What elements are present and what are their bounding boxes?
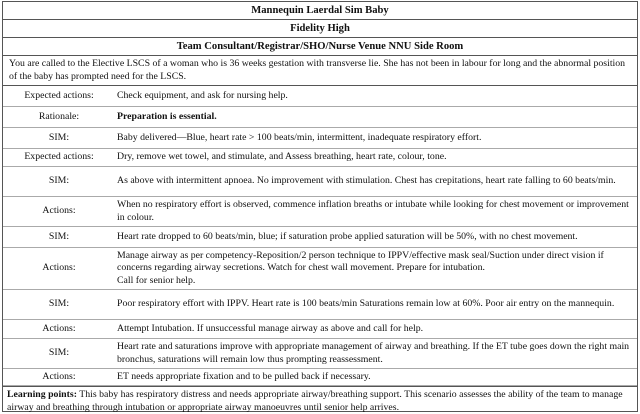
row-label: SIM: bbox=[48, 298, 70, 310]
fidelity-row: Fidelity High bbox=[3, 20, 637, 38]
row-label: Expected actions: bbox=[24, 89, 94, 101]
row-label: Expected actions: bbox=[24, 151, 94, 163]
table-row bbox=[3, 107, 637, 128]
row-label: SIM: bbox=[48, 347, 70, 359]
row-text: Check equipment, and ask for nursing help. bbox=[117, 89, 288, 101]
table-row bbox=[3, 227, 637, 248]
team-row: Team Consultant/Registrar/SHO/Nurse Venue NNU Side Room bbox=[3, 38, 637, 56]
table-row bbox=[3, 320, 637, 339]
scenario-table bbox=[2, 1, 638, 412]
row-text: Preparation is essential. bbox=[117, 110, 217, 122]
row-text: Heart rate dropped to 60 beats/min, blue; if saturation probe applied saturation will be 50%, with no chest movement. bbox=[117, 230, 578, 242]
table-row bbox=[3, 167, 637, 197]
table-row bbox=[3, 290, 637, 320]
row-text-extra: Call for senior help. bbox=[117, 274, 196, 286]
scenario-intro: You are called to the Elective LSCS of a woman who is 36 weeks gestation with transverse lie. She has not been in labour for long and the abnormal position of the baby has prompted need for the LSCS. bbox=[3, 56, 637, 86]
row-text: Heart rate and saturations improve with appropriate management of airway and breathing. If the ET tube goes down the right main bronchus, saturations will remain low thus prompting reassessment. bbox=[117, 341, 630, 365]
row-label: Actions: bbox=[42, 322, 76, 334]
table-row bbox=[3, 248, 637, 290]
row-text bbox=[115, 248, 637, 289]
row-label: Actions: bbox=[42, 262, 76, 274]
row-text-main: Manage airway as per competency-Reposition/2 person technique to IPPV/effective mask seal/Suction under direct vision if concerns regarding airway secretions. Watch for chest wall movement. Prepare for intubation. bbox=[117, 250, 604, 274]
row-text: Baby delivered—Blue, heart rate > 100 beats/min, intermittent, inadequate respiratory effort. bbox=[117, 131, 482, 143]
table-row bbox=[3, 149, 637, 167]
row-text: When no respiratory effort is observed, commence inflation breaths or intubate while looking for chest movement or improvement in colour. bbox=[117, 199, 629, 223]
row-label: Actions: bbox=[42, 205, 76, 217]
row-label: SIM: bbox=[48, 131, 70, 143]
row-label: SIM: bbox=[48, 230, 70, 242]
learning-points-text: This baby has respiratory distress and needs appropriate airway/breathing support. This scenario assesses the ability of the team to manage airway and breathing through intubation or appropriate airway manoeuvres until senior help arrives. bbox=[7, 389, 623, 413]
row-text: Poor respiratory effort with IPPV. Heart rate is 100 beats/min Saturations remain low at 60%. Poor air entry on the mannequin. bbox=[117, 298, 615, 310]
table-row bbox=[3, 86, 637, 107]
table-row bbox=[3, 339, 637, 369]
row-label: Actions: bbox=[42, 370, 76, 382]
row-label: SIM: bbox=[48, 175, 70, 187]
row-text: ET needs appropriate fixation and to be pulled back if necessary. bbox=[117, 370, 371, 382]
row-text: As above with intermittent apnoea. No improvement with stimulation. Chest has crepitations, heart rate falling to 60 beats/min. bbox=[117, 175, 616, 187]
row-text: Attempt Intubation. If unsuccessful manage airway as above and call for help. bbox=[117, 322, 424, 334]
learning-points-label: Learning points: bbox=[7, 389, 77, 400]
table-row bbox=[3, 197, 637, 227]
row-label: Rationale: bbox=[38, 110, 80, 122]
learning-points bbox=[3, 386, 637, 414]
table-row bbox=[3, 369, 637, 386]
row-text: Dry, remove wet towel, and stimulate, and Assess breathing, heart rate, colour, tone. bbox=[117, 151, 447, 163]
table-row bbox=[3, 128, 637, 149]
table-title: Mannequin Laerdal Sim Baby bbox=[3, 2, 637, 20]
